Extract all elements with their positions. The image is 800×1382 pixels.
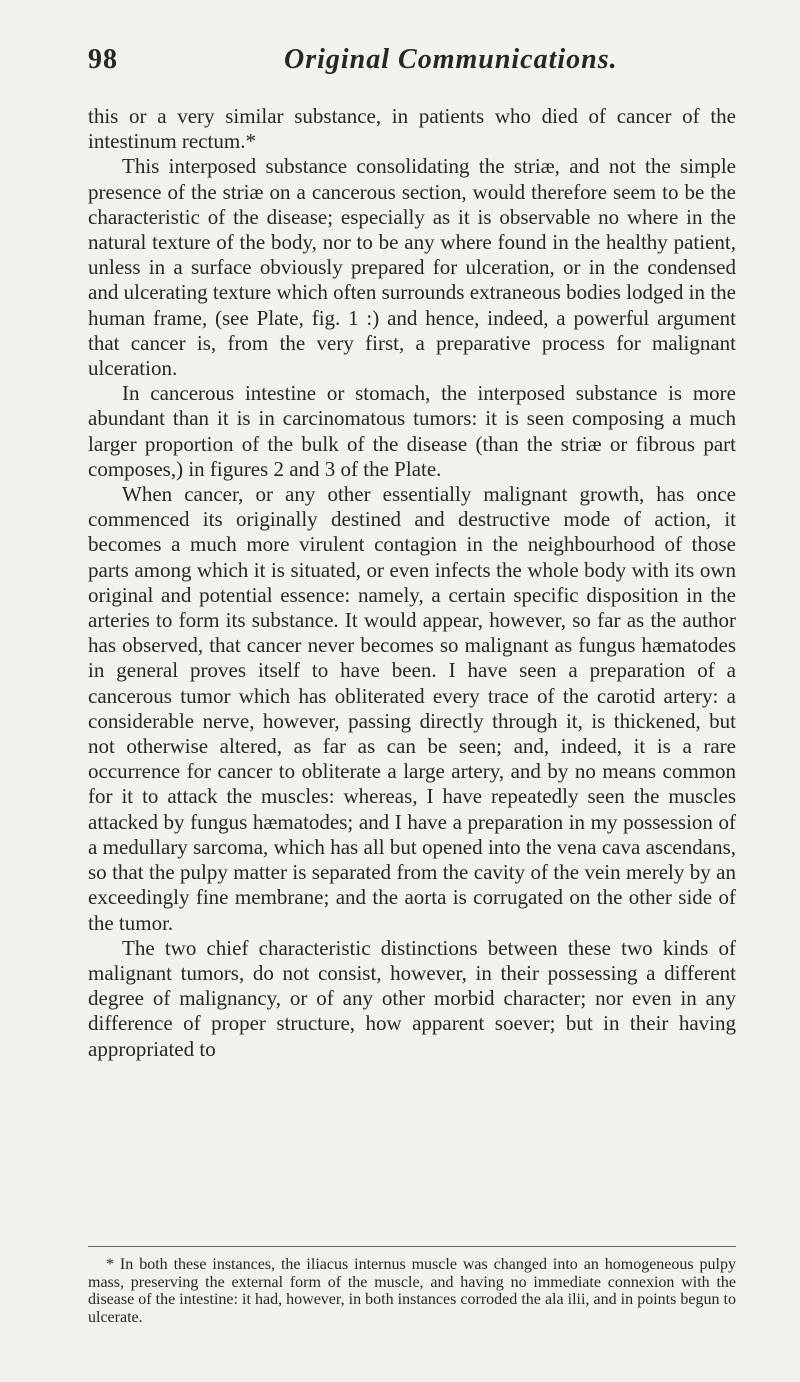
footnote-text: * In both these instances, the iliacus internus muscle was changed into an homogeneous pulpy mass, preserving the external form of the muscle, and having no immediate connexion with the disease of the intestine: it had, however, in both instances corroded the ala ilii, and in points begun to ulcerate. bbox=[88, 1256, 736, 1326]
running-title: Original Communications. bbox=[284, 44, 618, 75]
page-number: 98 bbox=[88, 44, 118, 75]
paragraph-cancerous-intestine: In cancerous intestine or stomach, the interposed substance is more abundant than it is in carcinomatous tumors: it is seen composing a much larger proportion of the bulk of the disease (than the striæ or fibrous part composes,) in figures 2 and 3 of the Plate. bbox=[88, 381, 736, 481]
paragraph-distinctions: The two chief characteristic distinctions between these two kinds of malignant tumors, do not consist, however, in their possessing a different degree of malignancy, or of any other morbid character; nor even in any difference of proper structure, how apparent soever; but in their having appropriated to bbox=[88, 935, 736, 1061]
paragraph-interposed-substance: This interposed substance consolidating the striæ, and not the simple presence of the striæ on a cancerous section, would therefore seem to be the characteristic of the disease; especially as it is observable no where in the natural texture of the body, nor to be any where found in the healthy patient, unless in a surface obviously prepared for ulceration, or in the condensed and ulcerating texture which often surrounds extraneous bodies lodged in the human frame, (see Plate, fig. 1 :) and hence, indeed, a powerful argument that cancer is, from the very first, a preparative process for malignant ulceration. bbox=[88, 154, 736, 381]
paragraph-continuation: this or a very similar substance, in patients who died of cancer of the intestinum rectum.* bbox=[88, 104, 736, 154]
paragraph-malignant-growth: When cancer, or any other essentially malignant growth, has once commenced its originally destined and destructive mode of action, it becomes a much more virulent contagion in the neighbourhood of those parts among which it is situated, or even infects the whole body with its own original and potential essence: namely, a certain specific disposition in the arteries to form its substance. It would appear, however, so far as the author has observed, that cancer never becomes so malignant as fungus hæmatodes in general proves itself to have been. I have seen a preparation of a cancerous tumor which has obliterated every trace of the carotid artery: a considerable nerve, however, passing directly through it, is thickened, but not otherwise altered, as far as can be seen; and, indeed, it is a rare occurrence for cancer to obliterate a large artery, and by no means common for it to attack the muscles: whereas, I have repeatedly seen the muscles attacked by fungus hæmatodes; and I have a preparation in my possession of a medullary sarcoma, which has all but opened into the vena cava ascendans, so that the pulpy matter is separated from the cavity of the vein merely by an exceedingly fine membrane; and the aorta is corrugated on the other side of the tumor. bbox=[88, 482, 736, 935]
footnote-rule bbox=[88, 1246, 736, 1247]
footnote bbox=[88, 1256, 736, 1326]
page-header bbox=[88, 44, 728, 80]
body-text bbox=[88, 104, 736, 1062]
